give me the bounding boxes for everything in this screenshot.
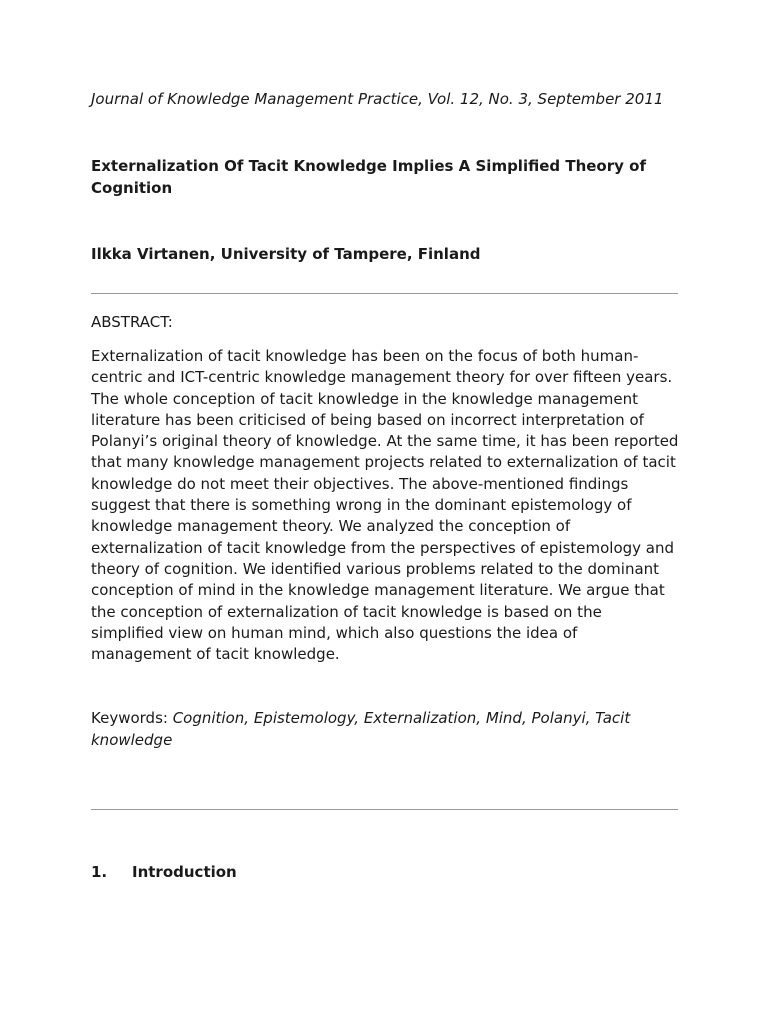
abstract-heading: ABSTRACT: [91, 313, 173, 331]
section-heading [91, 862, 237, 883]
section-number: 1. [91, 863, 108, 881]
section-title: Introduction [132, 863, 237, 881]
divider-bottom [91, 809, 678, 810]
keywords-label: Keywords: [91, 709, 173, 727]
keywords-list: Cognition, Epistemology, Externalization, Mind, Polanyi, Tacit knowledge [91, 709, 631, 749]
divider-top [91, 293, 678, 294]
keywords [91, 707, 679, 751]
article-title: Externalization Of Tacit Knowledge Implies A Simplified Theory of Cognition [91, 157, 646, 197]
author-affiliation: Ilkka Virtanen, University of Tampere, Finland [91, 245, 481, 263]
journal-citation: Journal of Knowledge Management Practice, Vol. 12, No. 3, September 2011 [91, 90, 664, 108]
abstract-body: Externalization of tacit knowledge has been on the focus of both human-centric and ICT-centric knowledge management theory for over fifteen years. The whole conception of tacit knowledge in the knowledge management literature has been criticised of being based on incorrect interpretation of Polanyi’s original theory of knowledge. At the same time, it has been reported that many knowledge management projects related to externalization of tacit knowledge do not meet their objectives. The above-mentioned findings suggest that there is something wrong in the dominant epistemology of knowledge management theory. We analyzed the conception of externalization of tacit knowledge from the perspectives of epistemology and theory of cognition. We identified various problems related to the dominant conception of mind in the knowledge management literature. We argue that the conception of externalization of tacit knowledge is based on the simplified view on human mind, which also questions the idea of management of tacit knowledge. [91, 347, 679, 664]
